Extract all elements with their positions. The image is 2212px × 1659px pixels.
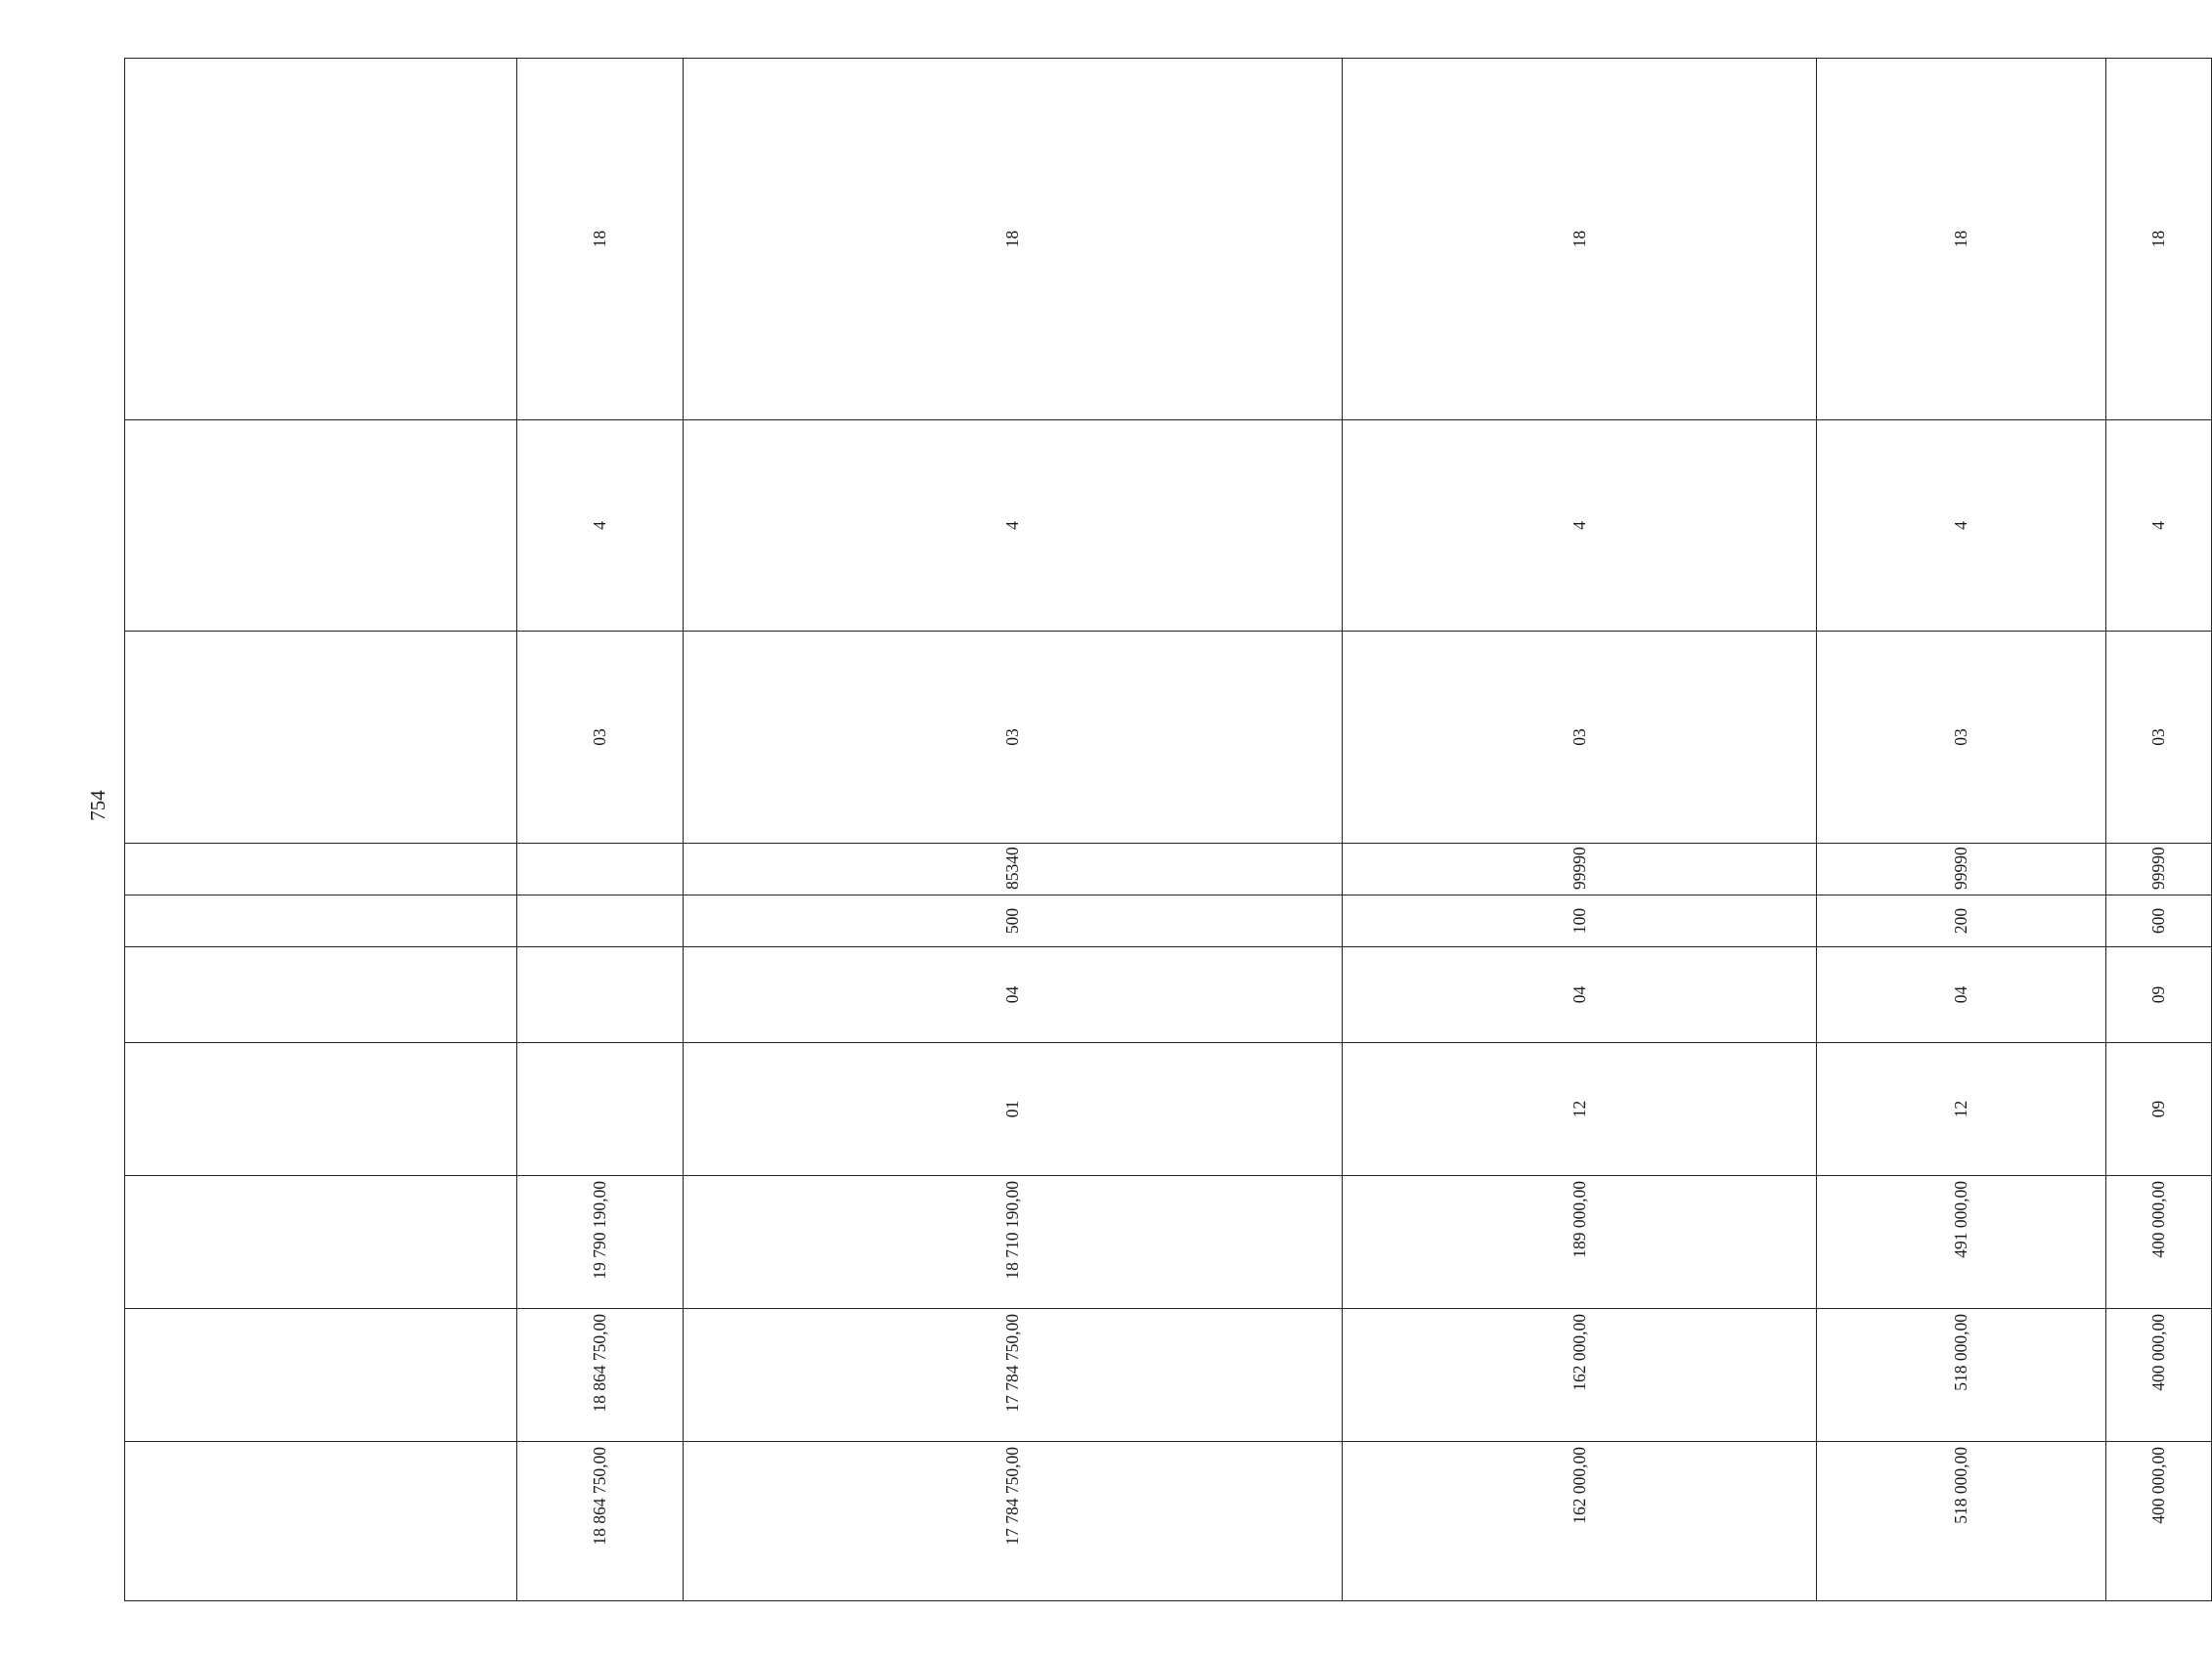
cell-c6: 04 — [1817, 947, 2106, 1043]
cell-sum3: 17 784 750,00 — [684, 1442, 1343, 1601]
cell-c6 — [125, 947, 517, 1043]
cell-sum1 — [125, 1176, 517, 1309]
cell-sum2 — [125, 1309, 517, 1442]
cell-c1 — [125, 59, 517, 420]
cell-sum3: 518 000,00 — [1817, 1442, 2106, 1601]
cell-c6: 04 — [684, 947, 1343, 1043]
cell-c4: 99990 — [1817, 844, 2106, 895]
table-row — [1343, 59, 1817, 1601]
cell-c1: 18 — [2106, 59, 2212, 420]
cell-c2: 4 — [2106, 420, 2212, 632]
cell-c6: 04 — [1343, 947, 1817, 1043]
cell-c6 — [517, 947, 684, 1043]
cell-c4 — [517, 844, 684, 895]
table-row — [1817, 59, 2106, 1601]
page-number: 754 — [86, 790, 110, 821]
table-row — [684, 59, 1343, 1601]
cell-sum1: 19 790 190,00 — [517, 1176, 684, 1309]
cell-c7: 09 — [2106, 1043, 2212, 1176]
table-row — [125, 59, 517, 1601]
cell-c5 — [125, 895, 517, 947]
cell-sum2: 17 784 750,00 — [684, 1309, 1343, 1442]
cell-sum3: 162 000,00 — [1343, 1442, 1817, 1601]
cell-c2: 4 — [684, 420, 1343, 632]
cell-c3: 03 — [1343, 632, 1817, 844]
cell-c7: 12 — [1343, 1043, 1817, 1176]
cell-sum3 — [125, 1442, 517, 1601]
cell-c7: 12 — [1817, 1043, 2106, 1176]
cell-c3: 03 — [684, 632, 1343, 844]
cell-c1: 18 — [1817, 59, 2106, 420]
cell-c1: 18 — [684, 59, 1343, 420]
cell-c3 — [125, 632, 517, 844]
cell-c4: 85340 — [684, 844, 1343, 895]
cell-c4 — [125, 844, 517, 895]
cell-c4: 99990 — [2106, 844, 2212, 895]
cell-c5 — [517, 895, 684, 947]
cell-sum2: 162 000,00 — [1343, 1309, 1817, 1442]
cell-c5: 500 — [684, 895, 1343, 947]
cell-sum1: 491 000,00 — [1817, 1176, 2106, 1309]
cell-c5: 200 — [1817, 895, 2106, 947]
rotated-table-container — [124, 59, 2168, 1601]
table-row — [517, 59, 684, 1601]
cell-sum1: 400 000,00 — [2106, 1176, 2212, 1309]
cell-c3: 03 — [1817, 632, 2106, 844]
cell-sum3: 18 864 750,00 — [517, 1442, 684, 1601]
cell-sum1: 18 710 190,00 — [684, 1176, 1343, 1309]
cell-c1: 18 — [1343, 59, 1817, 420]
cell-c2: 4 — [517, 420, 684, 632]
budget-table — [124, 58, 2212, 1601]
cell-sum2: 400 000,00 — [2106, 1309, 2212, 1442]
cell-sum2: 518 000,00 — [1817, 1309, 2106, 1442]
table-row — [2106, 59, 2212, 1601]
cell-c7 — [517, 1043, 684, 1176]
cell-c2 — [125, 420, 517, 632]
cell-c7: 01 — [684, 1043, 1343, 1176]
cell-sum3: 400 000,00 — [2106, 1442, 2212, 1601]
cell-c3: 03 — [2106, 632, 2212, 844]
cell-c4: 99990 — [1343, 844, 1817, 895]
cell-c7 — [125, 1043, 517, 1176]
cell-c5: 100 — [1343, 895, 1817, 947]
cell-c6: 09 — [2106, 947, 2212, 1043]
cell-c2: 4 — [1817, 420, 2106, 632]
cell-c1: 18 — [517, 59, 684, 420]
cell-sum1: 189 000,00 — [1343, 1176, 1817, 1309]
cell-c5: 600 — [2106, 895, 2212, 947]
cell-c3: 03 — [517, 632, 684, 844]
cell-c2: 4 — [1343, 420, 1817, 632]
cell-sum2: 18 864 750,00 — [517, 1309, 684, 1442]
